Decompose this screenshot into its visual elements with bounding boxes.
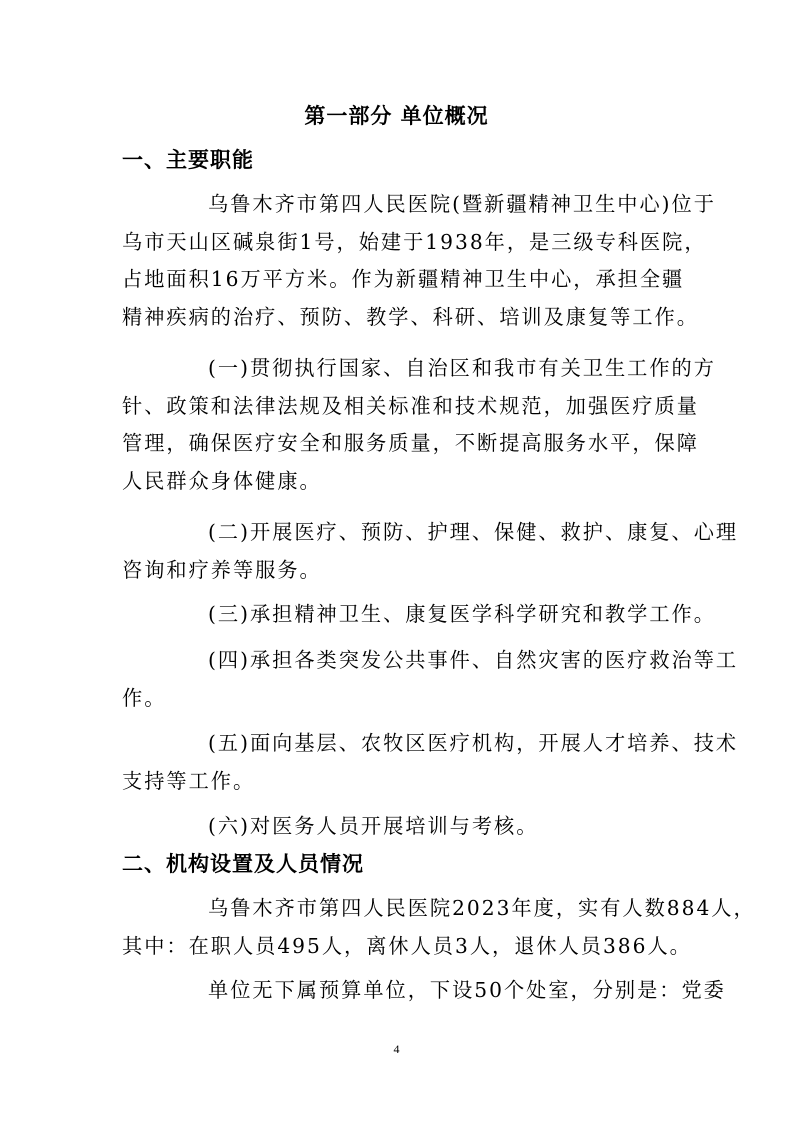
paragraph-line: 乌鲁木齐市第四人民医院2023年度，实有人数884人， <box>208 896 756 920</box>
function-item-4 <box>122 642 739 717</box>
paragraph-line: 人民群众身体健康。 <box>122 468 322 493</box>
paragraph-line: 乌鲁木齐市第四人民医院(暨新疆精神卫生中心)位于 <box>208 192 716 216</box>
paragraph-line: (一)贯彻执行国家、自治区和我市有关卫生工作的方 <box>208 356 716 380</box>
departments-paragraph <box>122 972 726 1010</box>
function-item-2 <box>122 514 739 589</box>
paragraph-line: 乌市天山区碱泉街1号，始建于1938年，是三级专科医院， <box>122 229 707 254</box>
function-item-1 <box>122 350 716 500</box>
paragraph-line: 管理，确保医疗安全和服务质量，不断提高服务水平，保障 <box>122 431 699 455</box>
paragraph-line: 咨询和疗养等服务。 <box>122 557 322 582</box>
intro-paragraph <box>122 186 716 336</box>
paragraph-line: (六)对医务人员开展培训与考核。 <box>208 814 539 838</box>
page-number: 4 <box>393 1042 400 1056</box>
paragraph-line: (五)面向基层、农牧区医疗机构，开展人才培养、技术 <box>208 731 739 755</box>
paragraph-line: (四)承担各类突发公共事件、自然灾害的医疗救治等工 <box>208 648 739 672</box>
section-heading-organization: 二、机构设置及人员情况 <box>122 852 364 876</box>
function-item-3 <box>122 596 716 634</box>
paragraph-line: 作。 <box>122 685 167 710</box>
staff-paragraph <box>122 890 756 965</box>
paragraph-line: 占地面积16万平方米。作为新疆精神卫生中心，承担全疆 <box>122 267 685 291</box>
paragraph-line: (二)开展医疗、预防、护理、保健、救护、康复、心理 <box>208 520 739 544</box>
function-item-5 <box>122 725 739 800</box>
paragraph-line: 精神疾病的治疗、预防、教学、科研、培训及康复等工作。 <box>122 304 699 329</box>
page-title: 第一部分 单位概况 <box>304 104 489 128</box>
section-heading-main-functions: 一、主要职能 <box>122 148 254 172</box>
paragraph-line: 其中：在职人员495人，离休人员3人，退休人员386人。 <box>122 933 692 958</box>
paragraph-line: (三)承担精神卫生、康复医学科学研究和教学工作。 <box>208 602 716 626</box>
paragraph-line: 支持等工作。 <box>122 768 256 793</box>
function-item-6 <box>122 808 678 846</box>
paragraph-line: 针、政策和法律法规及相关标准和技术规范，加强医疗质量 <box>122 393 699 418</box>
paragraph-line: 单位无下属预算单位，下设50个处室，分别是：党委 <box>208 978 726 1002</box>
